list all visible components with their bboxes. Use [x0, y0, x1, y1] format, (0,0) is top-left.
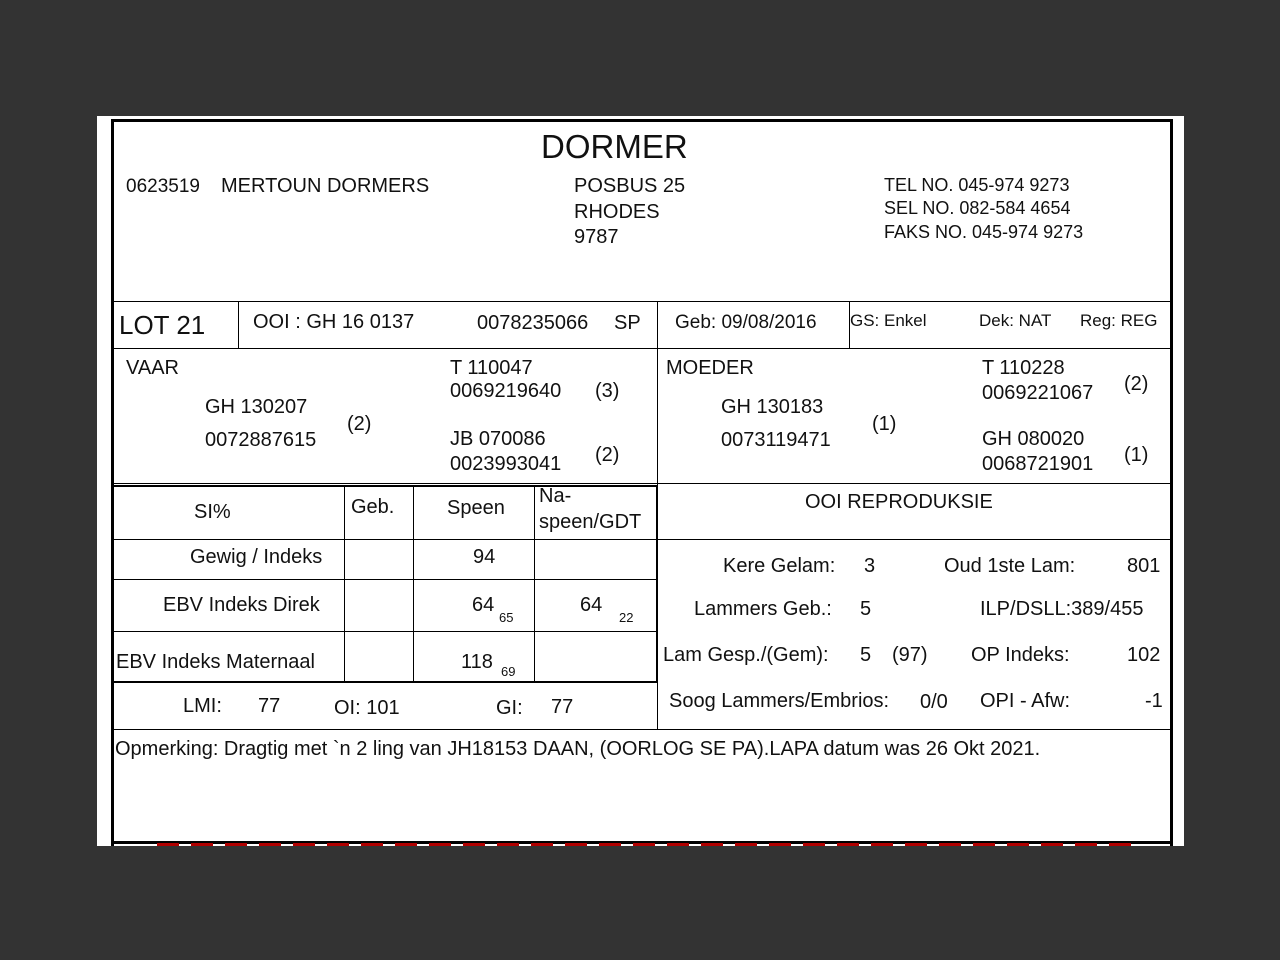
sire-sire-id: T 110047 — [450, 357, 533, 379]
row-maternaal-label: EBV Indeks Maternaal — [116, 651, 315, 673]
row-maternaal-speen-sub: 69 — [501, 664, 516, 679]
frame-top — [111, 119, 1173, 122]
dam-dam-rank: (1) — [1124, 444, 1149, 466]
lammers-value: 5 — [860, 598, 872, 620]
rule-si-right — [656, 485, 658, 683]
gs-status: GS: Enkel — [850, 311, 927, 330]
gesp-label: Lam Gesp./(Gem): — [663, 644, 829, 666]
red-text-fragment — [157, 843, 1137, 846]
row-gewig-speen: 94 — [473, 546, 496, 568]
row-direk-label: EBV Indeks Direk — [163, 594, 320, 616]
naspeen-header-2: speen/GDT — [539, 511, 642, 533]
remark: Opmerking: Dragtig met `n 2 ling van JH18153 DAAN, (OORLOG SE PA).LAPA datum was 26 Okt 2021. — [115, 738, 1041, 760]
row-gewig-label: Gewig / Indeks — [190, 546, 323, 568]
kere-value: 3 — [864, 555, 876, 577]
speen-header: Speen — [447, 497, 505, 519]
lmi-label: LMI: — [183, 695, 222, 717]
rule-repro-title — [658, 539, 1173, 540]
reg-status: Reg: REG — [1080, 311, 1158, 330]
opi-value: -1 — [1145, 690, 1163, 712]
row-direk-naspeen: 64 — [580, 594, 603, 616]
rule-si-row1 — [114, 579, 658, 580]
sire-dam-number: 0023993041 — [450, 453, 562, 475]
row-direk-speen: 64 — [472, 594, 495, 616]
gem-value: (97) — [892, 644, 928, 666]
address-line-3: 9787 — [574, 226, 619, 248]
sire-sire-number: 0069219640 — [450, 380, 562, 402]
rule-si-top — [114, 485, 658, 487]
naspeen-header-1: Na- — [539, 485, 572, 507]
rule-pedigree-bottom — [111, 483, 1173, 484]
breeder-name: MERTOUN DORMERS — [221, 175, 430, 197]
birth-date: Geb: 09/08/2016 — [675, 312, 817, 333]
gesp-value: 5 — [860, 644, 872, 666]
sire-sire-rank: (3) — [595, 380, 620, 402]
rule-lot-bottom — [111, 348, 1173, 349]
rule-lot-divider — [238, 301, 239, 348]
sale-card — [97, 116, 1184, 846]
dam-number: 0073119471 — [721, 429, 831, 451]
row-maternaal-speen: 118 — [461, 651, 493, 673]
dam-dam-id: GH 080020 — [982, 428, 1085, 450]
rule-si-header — [114, 539, 658, 540]
contact-tel: TEL NO. 045-974 9273 — [884, 175, 1070, 195]
card-title: DORMER — [541, 128, 688, 165]
rule-si-row2 — [114, 631, 658, 632]
dam-rank: (1) — [872, 413, 897, 435]
rule-lot-top — [111, 301, 1173, 302]
geb-header: Geb. — [351, 496, 395, 518]
repro-title: OOI REPRODUKSIE — [805, 491, 993, 513]
oud-label: Oud 1ste Lam: — [944, 555, 1076, 577]
opi-label: OPI - Afw: — [980, 690, 1071, 712]
ewe-code: SP — [614, 312, 641, 334]
dam-dam-number: 0068721901 — [982, 453, 1094, 475]
gi-label: GI: — [496, 697, 523, 719]
kere-label: Kere Gelam: — [723, 555, 836, 577]
dam-label: MOEDER — [666, 357, 754, 379]
rule-si-col3 — [534, 485, 535, 682]
row-direk-naspeen-sub: 22 — [619, 610, 634, 625]
address-line-1: POSBUS 25 — [574, 175, 686, 197]
ilp-dsll: ILP/DSLL:389/455 — [980, 598, 1144, 620]
si-header: SI% — [194, 501, 231, 523]
ewe-id: OOI : GH 16 0137 — [253, 311, 415, 333]
dam-id: GH 130183 — [721, 396, 824, 418]
sire-rank: (2) — [347, 413, 372, 435]
rule-si-col1 — [344, 485, 345, 682]
breeder-number: 0623519 — [126, 176, 200, 197]
rule-si-bottom — [114, 681, 658, 683]
rule-si-col2 — [413, 485, 414, 682]
oi-value: OI: 101 — [334, 697, 400, 719]
sire-label: VAAR — [126, 357, 179, 379]
sire-id: GH 130207 — [205, 396, 308, 418]
dam-sire-rank: (2) — [1124, 373, 1149, 395]
ewe-number: 0078235066 — [477, 312, 589, 334]
contact-fax: FAKS NO. 045-974 9273 — [884, 222, 1084, 242]
dam-sire-id: T 110228 — [982, 357, 1065, 379]
sire-dam-rank: (2) — [595, 444, 620, 466]
lammers-label: Lammers Geb.: — [694, 598, 832, 620]
op-value: 102 — [1127, 644, 1161, 666]
sire-dam-id: JB 070086 — [450, 428, 546, 450]
sire-number: 0072887615 — [205, 429, 317, 451]
lot-number: LOT 21 — [119, 310, 206, 340]
contact-cell: SEL NO. 082-584 4654 — [884, 198, 1071, 218]
rule-remark-top — [111, 729, 1173, 730]
oud-value: 801 — [1127, 555, 1161, 577]
dek-status: Dek: NAT — [979, 311, 1052, 330]
lmi-value: 77 — [258, 695, 281, 717]
gi-value: 77 — [551, 696, 574, 718]
op-label: OP Indeks: — [971, 644, 1070, 666]
soog-label: Soog Lammers/Embrios: — [669, 690, 890, 712]
row-direk-speen-sub: 65 — [499, 610, 514, 625]
address-line-2: RHODES — [574, 201, 660, 223]
dam-sire-number: 0069221067 — [982, 382, 1094, 404]
soog-value: 0/0 — [920, 691, 948, 713]
